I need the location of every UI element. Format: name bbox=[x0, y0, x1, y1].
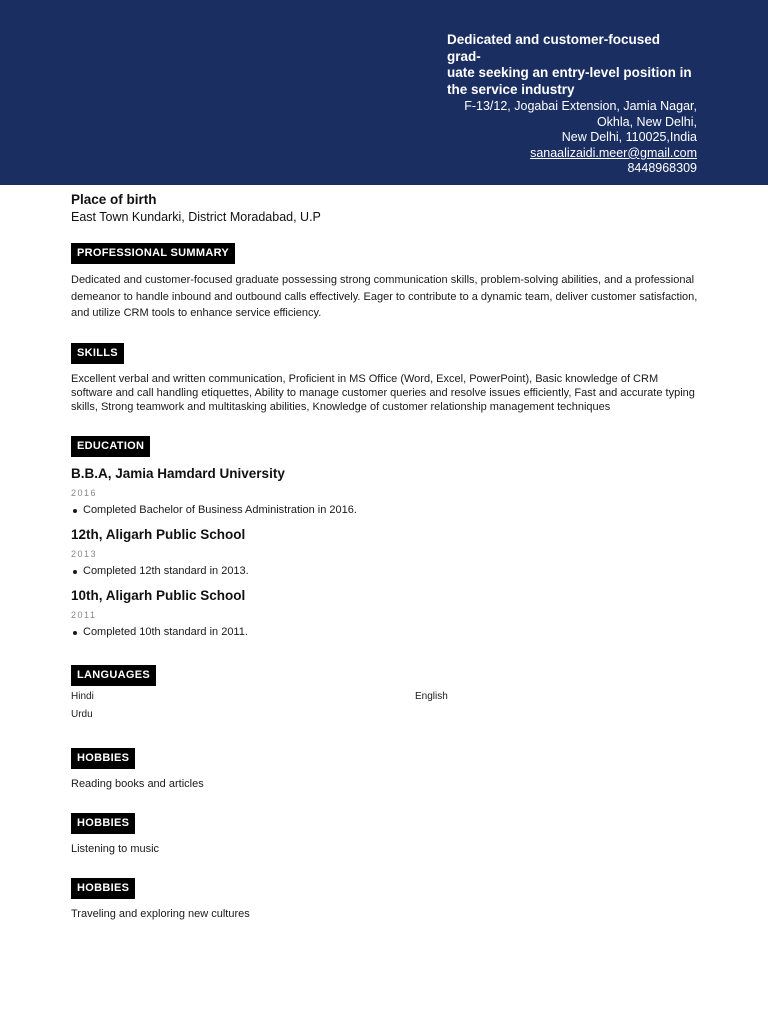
section-heading: SKILLS bbox=[71, 343, 124, 364]
section-heading: LANGUAGES bbox=[71, 665, 156, 686]
tagline-line: the service industry bbox=[447, 81, 575, 97]
address-line: Okhla, New Delhi, bbox=[596, 114, 697, 129]
phone-number: 8448968309 bbox=[627, 161, 697, 176]
resume-header bbox=[0, 0, 768, 185]
education-detail: Completed 10th standard in 2011. bbox=[71, 625, 701, 640]
hobbies-section bbox=[71, 813, 701, 857]
place-of-birth bbox=[71, 191, 701, 225]
education-year: 2013 bbox=[71, 548, 98, 559]
hobbies-section bbox=[71, 748, 701, 792]
hobby-text: Reading books and articles bbox=[71, 777, 204, 790]
education-item bbox=[71, 465, 701, 518]
professional-summary-section bbox=[71, 243, 701, 322]
language-item: English bbox=[415, 690, 448, 702]
section-heading: HOBBIES bbox=[71, 748, 135, 769]
education-title: 12th, Aligarh Public School bbox=[71, 526, 246, 542]
education-year: 2016 bbox=[71, 487, 98, 498]
education-item bbox=[71, 526, 701, 579]
hobbies-section bbox=[71, 878, 701, 922]
education-detail: Completed 12th standard in 2013. bbox=[71, 564, 701, 579]
tagline-line: Dedicated and customer-focused grad- bbox=[447, 32, 661, 64]
contact-block bbox=[447, 32, 697, 177]
section-heading: EDUCATION bbox=[71, 436, 150, 457]
hobby-text: Listening to music bbox=[71, 842, 160, 855]
section-heading: HOBBIES bbox=[71, 813, 135, 834]
place-of-birth-title: Place of birth bbox=[71, 192, 157, 207]
hobby-text: Traveling and exploring new cultures bbox=[71, 907, 250, 920]
address-line: New Delhi, 110025,India bbox=[561, 130, 697, 145]
language-item: Hindi bbox=[71, 690, 94, 702]
skills-text: Excellent verbal and written communication, Proficient in MS Office (Word, Excel, PowerPoint), Basic knowledge of CRM software and call handling etiquettes, Ability to manage customer queries and resolve issues efficiently, Fast and accurate typing skills, Strong teamwork and multitasking abilities, Knowledge of customer relationship management techniques bbox=[71, 372, 695, 413]
header-tagline bbox=[447, 32, 697, 98]
education-title: B.B.A, Jamia Hamdard University bbox=[71, 465, 285, 481]
education-section bbox=[71, 436, 701, 640]
tagline-line: uate seeking an entry-level position in bbox=[447, 65, 692, 80]
email-link[interactable]: sanaalizaidi.meer@gmail.com bbox=[530, 145, 697, 160]
languages-section bbox=[71, 665, 701, 726]
summary-text: Dedicated and customer-focused graduate possessing strong communication skills, problem-solving abilities, and a professional demeanor to handle inbound and outbound calls effectively. Eager to contribute to a dynamic team, deliver customer satisfaction, and utilize CRM tools to enhance service efficiency. bbox=[71, 274, 698, 319]
education-year: 2011 bbox=[71, 609, 97, 620]
education-title: 10th, Aligarh Public School bbox=[71, 587, 246, 603]
section-heading: HOBBIES bbox=[71, 878, 135, 899]
resume-body bbox=[71, 191, 701, 922]
languages-list bbox=[71, 690, 701, 726]
language-item: Urdu bbox=[71, 708, 93, 720]
address-line: F-13/12, Jogabai Extension, Jamia Nagar, bbox=[464, 99, 697, 113]
section-heading: PROFESSIONAL SUMMARY bbox=[71, 243, 235, 264]
place-of-birth-value: East Town Kundarki, District Moradabad, U.P bbox=[71, 210, 321, 224]
education-item bbox=[71, 587, 701, 640]
education-detail: Completed Bachelor of Business Administration in 2016. bbox=[71, 503, 701, 518]
skills-section bbox=[71, 343, 701, 414]
